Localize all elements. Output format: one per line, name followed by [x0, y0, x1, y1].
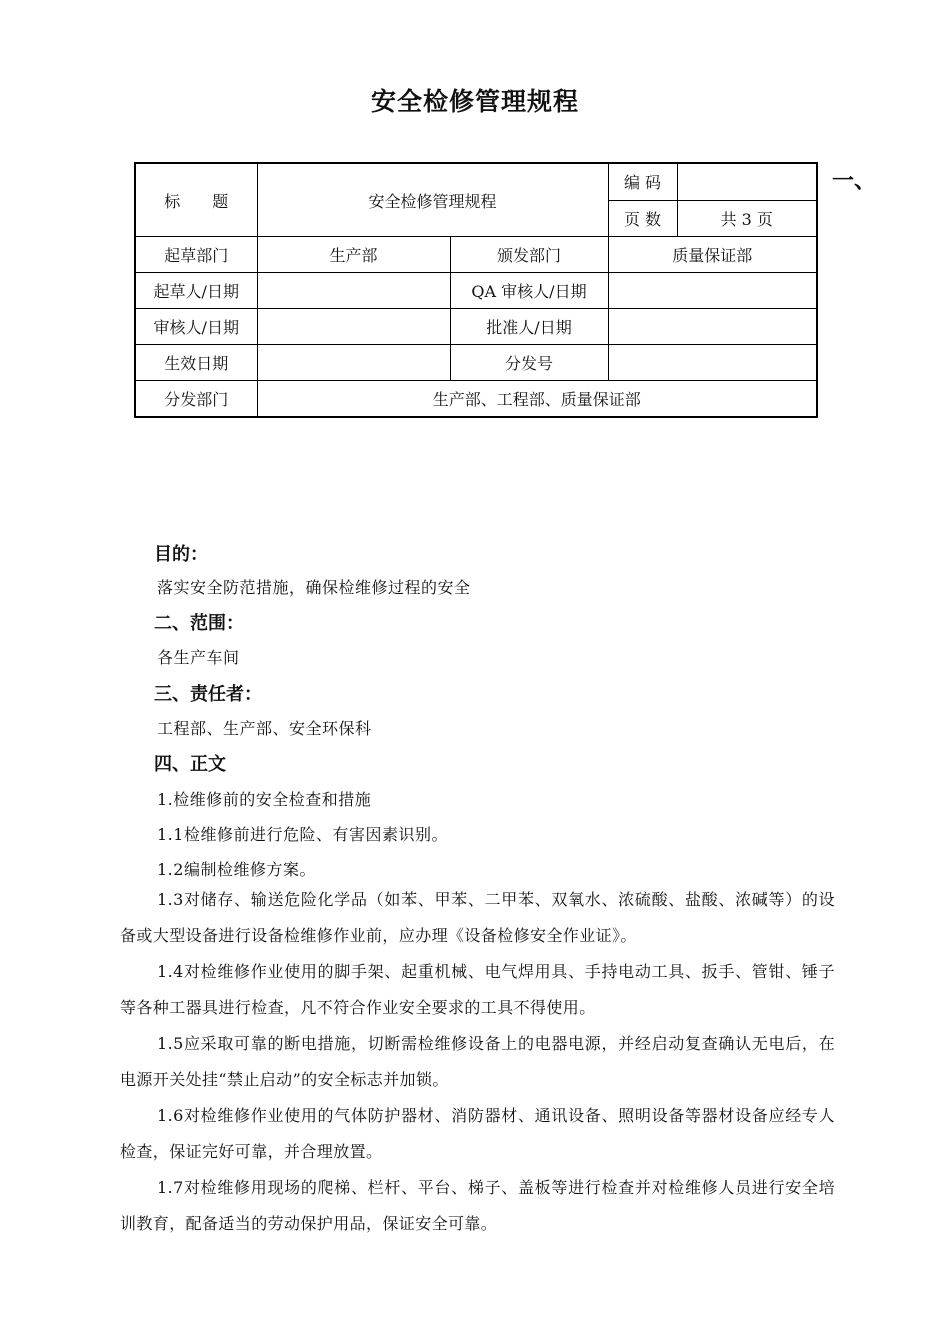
label-qa-reviewer: QA 审核人/日期 — [450, 273, 608, 309]
label-title: 标 题 — [135, 163, 257, 237]
qa-reviewer-value — [608, 273, 817, 309]
body-item-1-3: 1.3对储存、输送危险化学品（如苯、甲苯、二甲苯、双氧水、浓硫酸、盐酸、浓碱等）的设备或大型设备进行设备检维修作业前，应办理《设备检修安全作业证》。 — [120, 890, 835, 945]
body-item-1-4: 1.4对检维修作业使用的脚手架、起重机械、电气焊用具、手持电动工具、扳手、管钳、锤子等各种工器具进行检查，凡不符合作业安全要求的工具不得使用。 — [120, 962, 835, 1017]
label-drafter: 起草人/日期 — [135, 273, 257, 309]
section-responsible-text: 工程部、生产部、安全环保科 — [157, 719, 372, 738]
body-item-1: 1.检维修前的安全检查和措施 — [157, 790, 372, 809]
distribution-no-value — [608, 345, 817, 381]
label-effective-date: 生效日期 — [135, 345, 257, 381]
draft-dept: 生产部 — [257, 237, 450, 273]
section-responsible-heading: 三、责任者： — [154, 684, 262, 705]
section-purpose-heading: 目的： — [154, 544, 208, 565]
approver-value — [608, 309, 817, 345]
effective-date-value — [257, 345, 450, 381]
label-code: 编 码 — [608, 163, 677, 200]
label-approver: 批准人/日期 — [450, 309, 608, 345]
distribution-dept-value: 生产部、工程部、质量保证部 — [257, 381, 817, 418]
drafter-value — [257, 273, 450, 309]
document-info-table — [134, 162, 818, 418]
issue-dept: 质量保证部 — [608, 237, 817, 273]
document-title: 安全检修管理规程 — [370, 87, 579, 116]
section-scope-text: 各生产车间 — [157, 648, 240, 667]
label-distribution-dept: 分发部门 — [135, 381, 257, 418]
label-pages: 页 数 — [608, 200, 677, 237]
body-item-1-2: 1.2编制检维修方案。 — [157, 860, 316, 879]
label-draft-dept: 起草部门 — [135, 237, 257, 273]
label-distribution-no: 分发号 — [450, 345, 608, 381]
code-value — [677, 163, 817, 200]
label-reviewer: 审核人/日期 — [135, 309, 257, 345]
body-item-1-6: 1.6对检维修作业使用的气体防护器材、消防器材、通讯设备、照明设备等器材设备应经专人检查，保证完好可靠，并合理放置。 — [120, 1106, 835, 1161]
section-scope-heading: 二、范围： — [154, 613, 244, 634]
section-purpose-text: 落实安全防范措施，确保检维修过程的安全 — [157, 578, 471, 597]
reviewer-value — [257, 309, 450, 345]
section-body-heading: 四、正文 — [154, 754, 226, 775]
section-one-number: 一、 — [832, 169, 877, 194]
body-item-1-7: 1.7对检维修用现场的爬梯、栏杆、平台、梯子、盖板等进行检查并对检维修人员进行安全培训教育，配备适当的劳动保护用品，保证安全可靠。 — [120, 1178, 835, 1233]
pages-value: 共 3 页 — [677, 200, 817, 237]
body-item-1-1: 1.1检维修前进行危险、有害因素识别。 — [157, 825, 448, 844]
body-item-1-5: 1.5应采取可靠的断电措施，切断需检维修设备上的电器电源，并经启动复查确认无电后，在电源开关处挂“禁止启动”的安全标志并加锁。 — [120, 1034, 835, 1089]
label-issue-dept: 颁发部门 — [450, 237, 608, 273]
doc-title-cell: 安全检修管理规程 — [257, 163, 608, 237]
